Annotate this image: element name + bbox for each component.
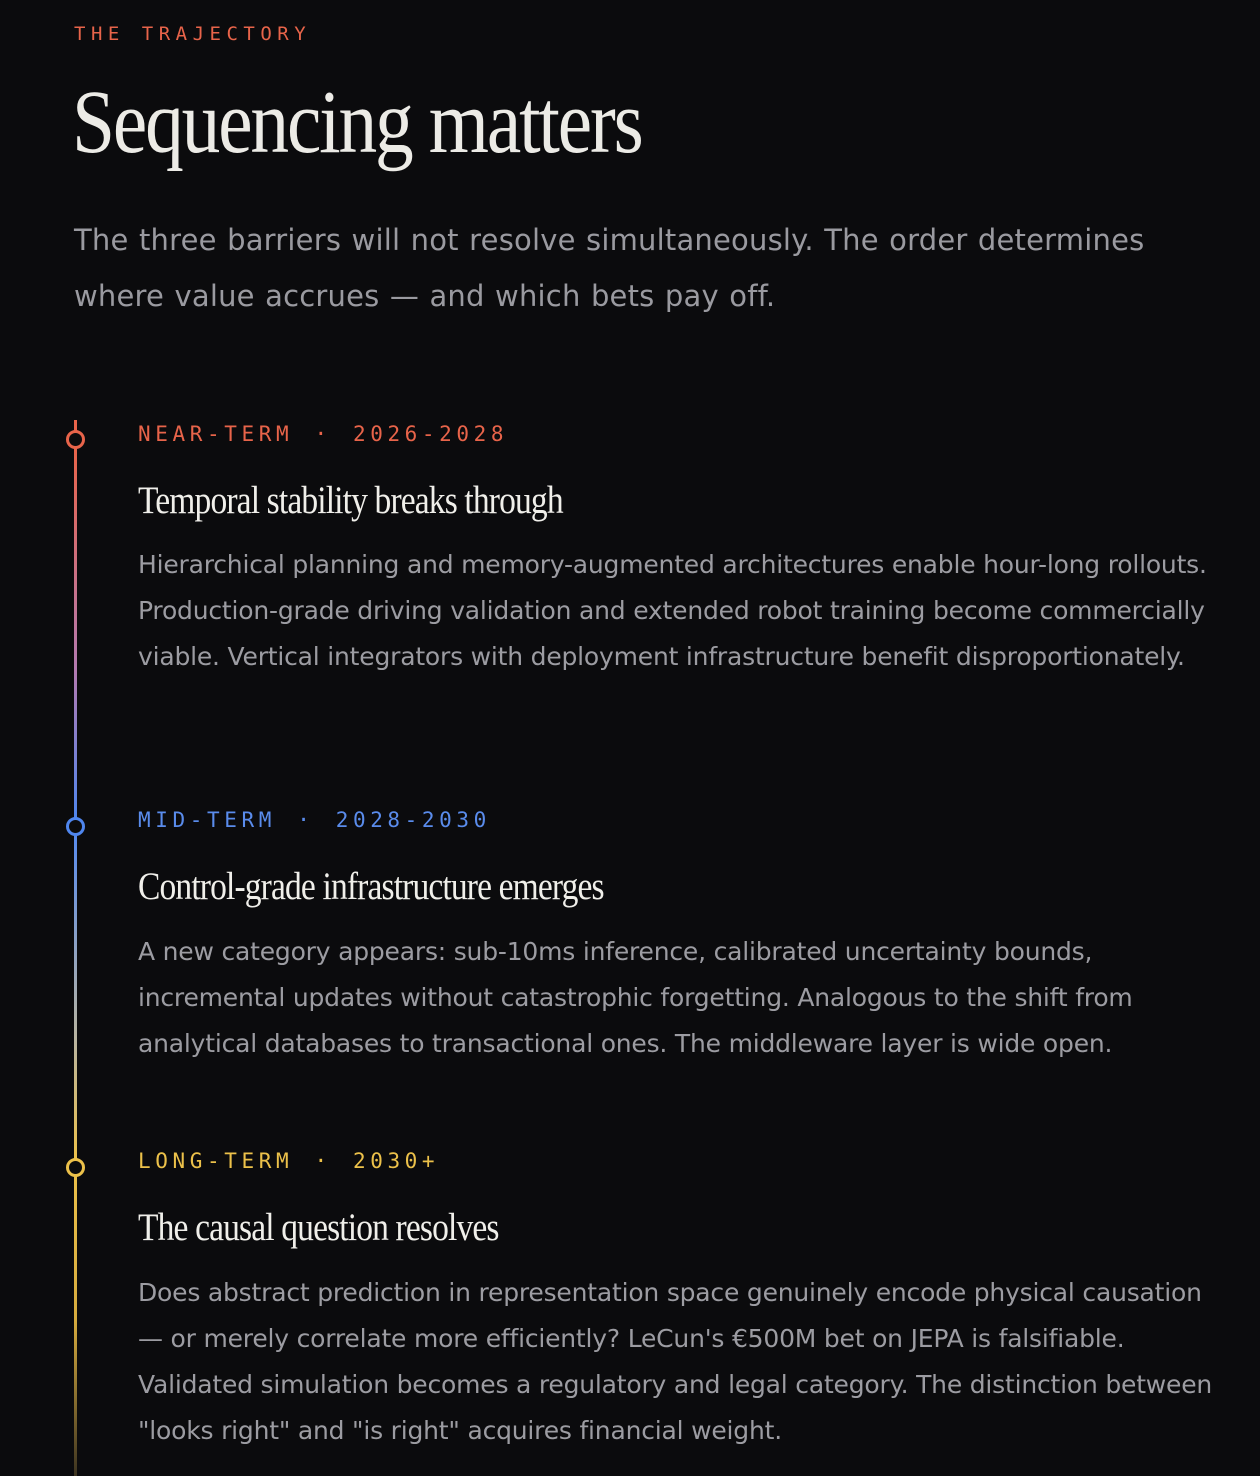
phase-separator: · [314, 422, 332, 446]
phase-years: 2028-2030 [335, 808, 491, 832]
timeline-dot-mid-term [66, 817, 85, 836]
phase-mid-term [138, 807, 1228, 1067]
phase-label [138, 807, 1228, 833]
phase-label [138, 1148, 1228, 1174]
section-subtitle: The three barriers will not resolve simultaneously. The order determines where value accrues — and which bets pay off. [74, 223, 1145, 313]
phase-body: Hierarchical planning and memory-augmented architectures enable hour-long rollouts. Production-grade driving validation and extended robot training become commercially viable. Vertical integrators with deployment infrastructure benefit disproportionately. [138, 550, 1207, 671]
phase-years: 2030+ [352, 1149, 440, 1173]
phase-term: LONG-TERM [138, 1149, 294, 1173]
phase-label [138, 421, 1228, 447]
section-eyebrow: THE TRAJECTORY [74, 23, 312, 45]
timeline-line [74, 420, 77, 1476]
phase-long-term [138, 1148, 1228, 1454]
phase-heading: Control-grade infrastructure emerges [138, 865, 604, 908]
phase-heading: The causal question resolves [138, 1206, 499, 1249]
phase-term: NEAR-TERM [138, 422, 294, 446]
phase-separator: · [297, 808, 315, 832]
phase-body: Does abstract prediction in representation space genuinely encode physical causation — or merely correlate more efficiently? LeCun's €500M bet on JEPA is falsifiable. Validated simulation becomes a regulatory and legal category. The distinction between "looks right" and "is right" acquires financial weight. [138, 1278, 1213, 1445]
timeline-dot-near-term [66, 430, 85, 449]
phase-heading: Temporal stability breaks through [138, 479, 563, 522]
timeline-dot-long-term [66, 1158, 85, 1177]
phase-body: A new category appears: sub-10ms inference, calibrated uncertainty bounds, incremental updates without catastrophic forgetting. Analogous to the shift from analytical databases to transactional ones. The middleware layer is wide open. [138, 937, 1133, 1058]
page-title: Sequencing matters [72, 73, 642, 172]
phase-term: MID-TERM [138, 808, 276, 832]
phase-separator: · [314, 1149, 332, 1173]
phase-years: 2026-2028 [352, 422, 509, 446]
phase-near-term [138, 421, 1228, 680]
